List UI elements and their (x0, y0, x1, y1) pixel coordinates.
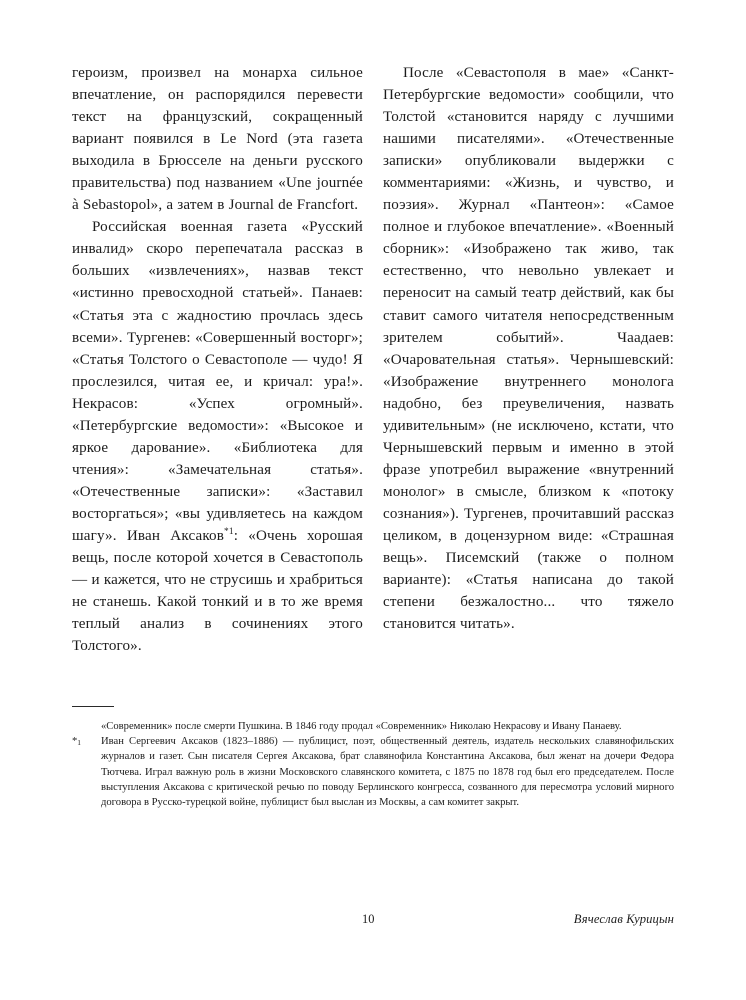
paragraph-continuation: героизм, произвел на монарха сильное впечатление, он распорядился перевести текст на французский, сокращенный вариант появился в Le Nord (эта газета выходила в Брюсселе на деньги русского правительства) под названием «Une journée à Sebastopol», а затем в Journal de Francfort. (72, 65, 363, 214)
body-text-columns (72, 62, 674, 682)
footnote-separator-rule (72, 706, 114, 707)
footnote-number: 1 (77, 738, 81, 748)
footnote-continuation-text: «Современник» после смерти Пушкина. В 1846 году продал «Современник» Николаю Некрасову и Ивану Панаеву. (101, 721, 622, 732)
page-number: 10 (362, 912, 375, 926)
left-text-column (72, 62, 363, 682)
footnote-reference-marker[interactable]: *1 (224, 526, 234, 537)
paragraph-text-before-footnote-ref: Российская военная газета «Русский инвалид» скоро перепечатала рассказ в больших «извлечениях», назвав текст «истинно превосходной статьей». Панаев: «Статья эта с жадностию прочлась здесь всеми». Тургенев: «Совершенный восторг»; «Статья Толстого о Севастополе — чудо! Я прослезился, читая ее, и кричал: ура!». Некрасов: «Успех огромный». «Петербургские ведомости»: «Высокое и яркое дарование». «Библиотека для чтения»: «Замечательная статья». «Отечественные записки»: «Заставил восторгаться»; «вы удивляетесь на каждом шагу». Иван Аксаков (72, 219, 363, 544)
footnotes-block (72, 706, 674, 811)
paragraph-russian-invalid (72, 216, 363, 657)
footnote-item-1 (72, 734, 674, 810)
footnote-text-1: Иван Сергеевич Аксаков (1823–1886) — публицист, поэт, общественный деятель, издатель нескольких славянофильских журналов и газет. Сын писателя Сергея Аксакова, брат славянофила Константина Аксакова, был женат на дочери Федора Тютчева. Играл важную роль в жизни Московского славянского комитета, с 1875 по 1878 год был его председателем. После выступления Аксакова с критической речью по поводу Берлинского конгресса, созванного для пересмотра условий мирного договора в Русско-турецкой войне, публицист был выслан из Москвы, а сам комитет закрыт. (101, 736, 674, 809)
paragraph-text-after-footnote-ref: : «Очень хорошая вещь, после которой хочется в Севастополь — и кажется, что не струсишь и храбриться не станешь. Какой тонкий и в то же время теплый анализ в сочинениях этого Толстого». (72, 527, 363, 655)
paragraph-sevastopol-v-mae: После «Севастополя в мае» «Санкт-Петербургские ведомости» сообщили, что Толстой «становится наряду с лучшими нашими писателями». «Отечественные записки» опубликовали выдержки с комментариями: «Жизнь, и чувство, и поэзия». Журнал «Пантеон»: «Самое полное и глубокое впечатление». «Военный сборник»: «Изображено так живо, так естественно, что невольно увлекает и переносит на самый театр действий, как бы ставит самого читателя непосредственным зрителем событий». Чаадаев: «Очаровательная статья». Чернышевский: «Изображение внутреннего монолога надобно, без преувеличения, назвать удивительным» (не исключено, кстати, что Чернышевский первым и именно в этой фразе употребил выражение «внутренний монолог» в смысле, близком к «потоку сознания»). Тургенев, прочитавший рассказ целиком, в доцензурном виде: «Страшная вещь». Писемский (также о полном варианте): «Статья написана до такой степени безжалостно... что тяжело становится читать». (383, 65, 674, 633)
right-text-column (383, 62, 674, 682)
running-title-author: Вячеслав Курицын (573, 912, 674, 926)
page-footer (72, 910, 674, 930)
footnote-asterisk: * (72, 736, 78, 748)
footnote-marker-1 (72, 734, 96, 749)
